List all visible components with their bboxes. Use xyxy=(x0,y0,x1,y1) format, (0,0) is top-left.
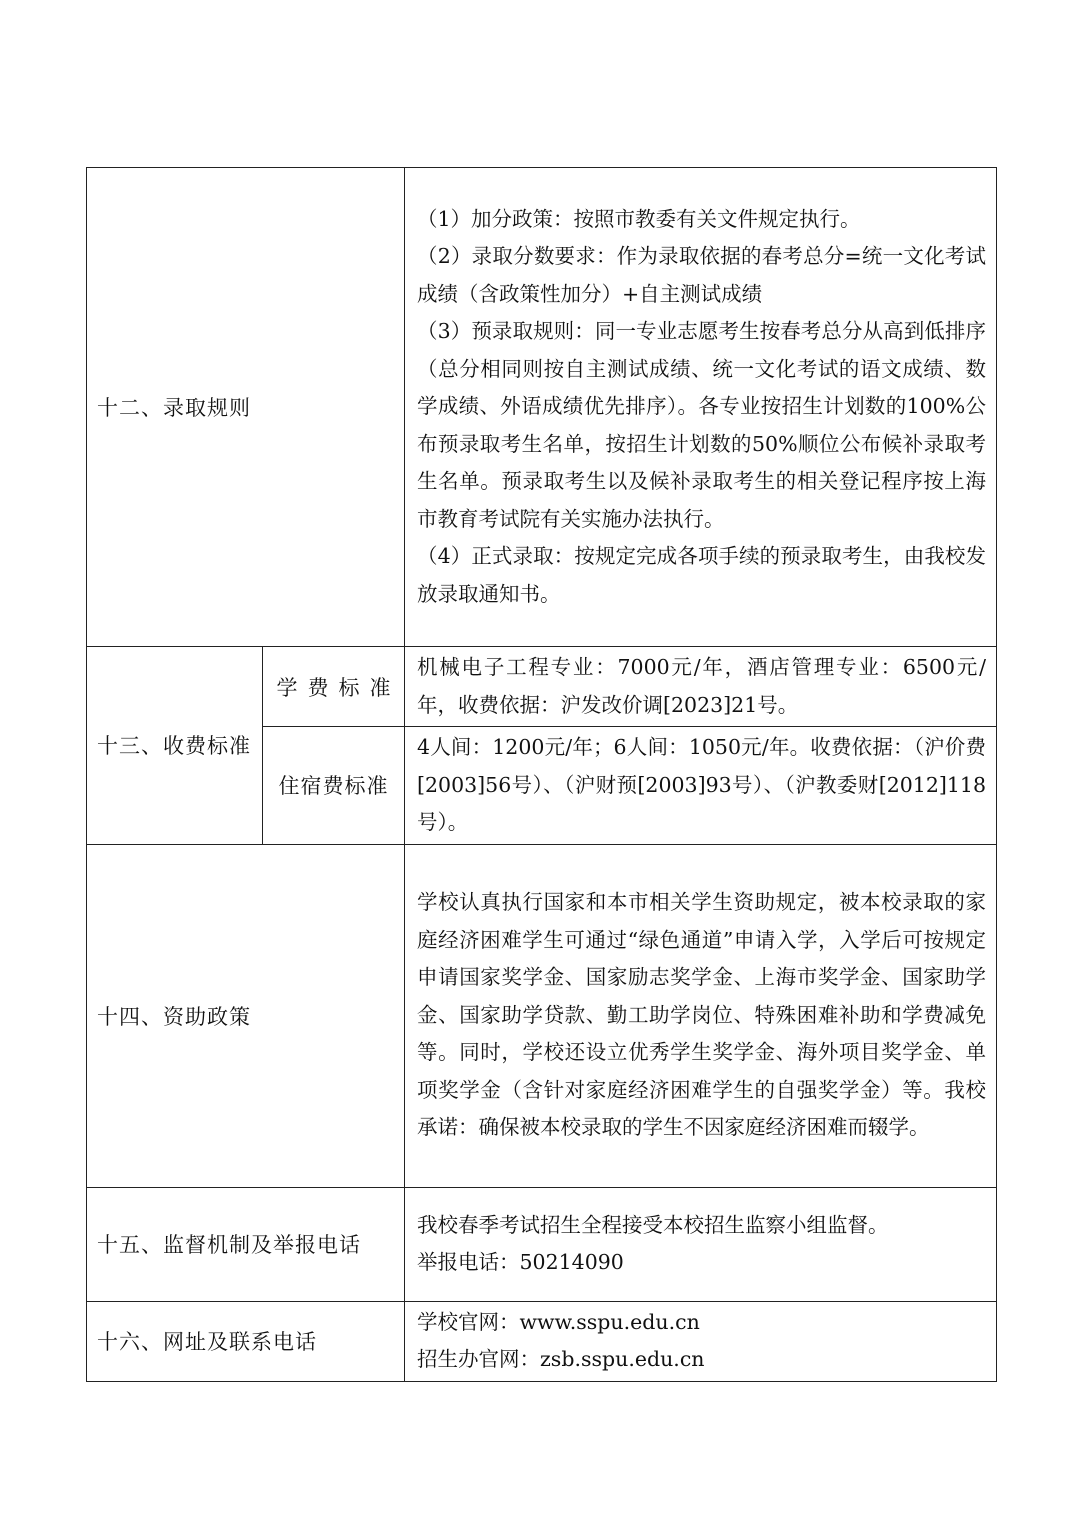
content-admission-rules xyxy=(405,168,997,647)
para-pre-admission-rule: （3）预录取规则：同一专业志愿考生按春考总分从高到低排序（总分相同则按自主测试成绩、统一文化考试的语文成绩、数学成绩、外语成绩优先排序）。各专业按招生计划数的100%公布预录取考生名单，按招生计划数的50%顺位公布候补录取考生名单。预录取考生以及候补录取考生的相关登记程序按上海市教育考试院有关实施办法执行。 xyxy=(417,319,986,531)
label-financial-aid: 十四、资助政策 xyxy=(87,844,405,1187)
label-dorm-fee: 住宿费标准 xyxy=(263,727,405,845)
label-supervision: 十五、监督机制及举报电话 xyxy=(87,1187,405,1301)
content-supervision xyxy=(405,1187,997,1301)
row-contact xyxy=(87,1301,997,1381)
content-contact xyxy=(405,1301,997,1381)
row-financial-aid xyxy=(87,844,997,1187)
supervision-text: 我校春季考试招生全程接受本校招生监察小组监督。 xyxy=(417,1212,889,1237)
para-score-requirement: （2）录取分数要求：作为录取依据的春考总分=统一文化考试成绩（含政策性加分）+自主测试成绩 xyxy=(417,244,986,306)
label-fee-standard: 十三、收费标准 xyxy=(87,647,263,845)
label-admission-rules: 十二、录取规则 xyxy=(87,168,405,647)
content-dorm-fee: 4人间：1200元/年；6人间：1050元/年。收费依据：（沪价费[2003]56号）、（沪财预[2003]93号）、（沪教委财[2012]118号）。 xyxy=(405,727,997,845)
school-website[interactable]: 学校官网：www.sspu.edu.cn xyxy=(417,1309,700,1334)
content-financial-aid: 学校认真执行国家和本市相关学生资助规定，被本校录取的家庭经济困难学生可通过“绿色通道”申请入学，入学后可按规定申请国家奖学金、国家励志奖学金、上海市奖学金、国家助学金、国家助学贷款、勤工助学岗位、特殊困难补助和学费减免等。同时，学校还设立优秀学生奖学金、海外项目奖学金、单项奖学金（含针对家庭经济困难学生的自强奖学金）等。我校承诺：确保被本校录取的学生不因家庭经济困难而辍学。 xyxy=(405,844,997,1187)
report-phone: 举报电话：50214090 xyxy=(417,1250,624,1274)
admission-website[interactable]: 招生办官网：zsb.sspu.edu.cn xyxy=(417,1347,705,1371)
row-supervision xyxy=(87,1187,997,1301)
para-formal-admission: （4）正式录取：按规定完成各项手续的预录取考生，由我校发放录取通知书。 xyxy=(417,544,986,606)
label-tuition: 学费标准 xyxy=(263,647,405,727)
content-tuition: 机械电子工程专业：7000元/年，酒店管理专业：6500元/年，收费依据：沪发改价调[2023]21号。 xyxy=(405,647,997,727)
row-tuition xyxy=(87,647,997,727)
admission-info-table xyxy=(86,167,997,1382)
para-bonus-policy: （1）加分政策：按照市教委有关文件规定执行。 xyxy=(417,206,861,231)
row-admission-rules xyxy=(87,168,997,647)
label-contact: 十六、网址及联系电话 xyxy=(87,1301,405,1381)
